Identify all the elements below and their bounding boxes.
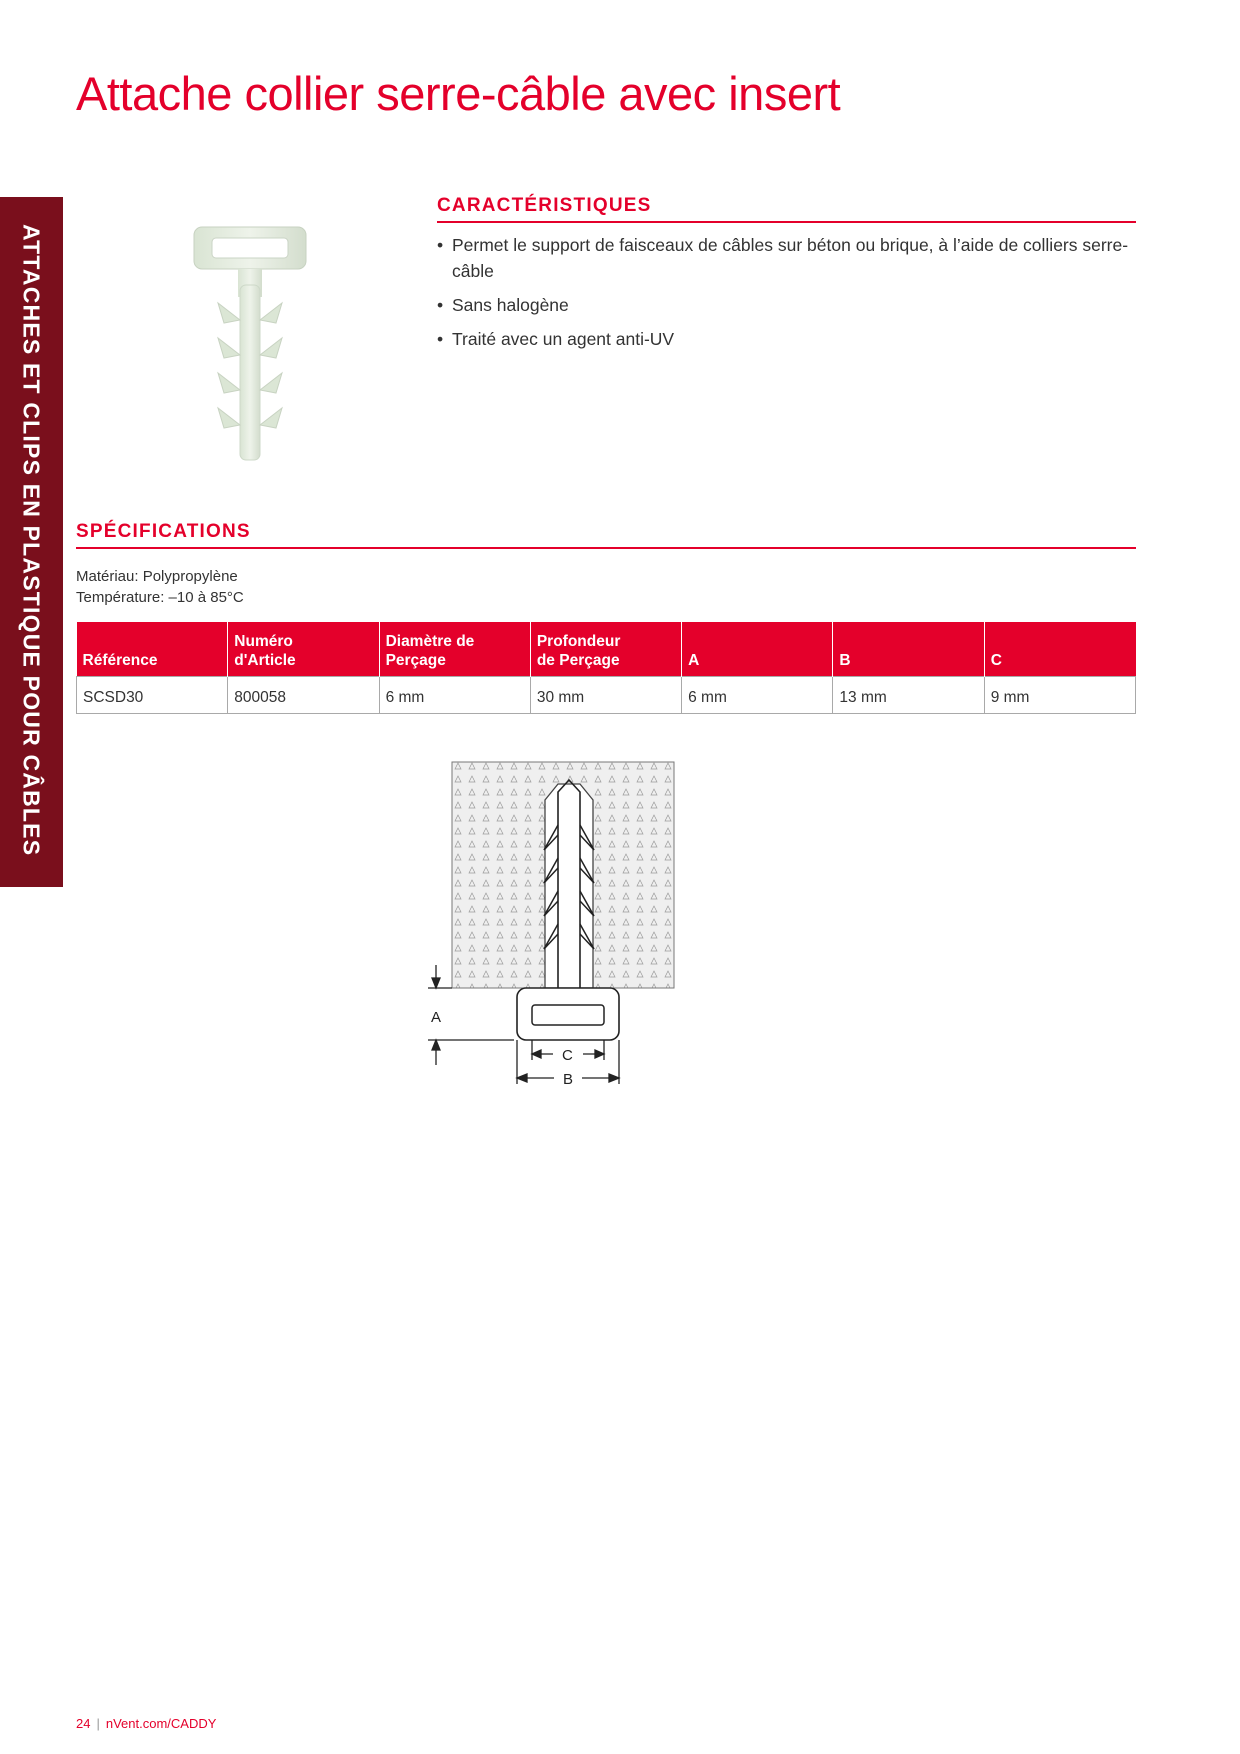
col-header-a: A	[682, 622, 833, 677]
col-header-drill-depth	[530, 622, 681, 677]
page-title: Attache collier serre-câble avec insert	[76, 67, 841, 120]
table-header-row	[77, 622, 1136, 677]
footer-separator: |	[96, 1716, 100, 1731]
dimension-label-b: B	[563, 1071, 574, 1088]
page-footer	[76, 1716, 216, 1731]
material-text: Matériau: Polypropylène	[76, 568, 238, 585]
header-line: Diamètre de	[385, 633, 475, 650]
table-row	[77, 677, 1136, 714]
col-header-reference: Référence	[77, 622, 228, 677]
specifications-rule	[76, 547, 1136, 549]
temperature-text: Température: –10 à 85°C	[76, 589, 244, 606]
specifications-heading: SPÉCIFICATIONS	[76, 521, 251, 542]
specifications-table	[76, 622, 1136, 714]
table-cell: SCSD30	[77, 677, 228, 714]
header-line: Profondeur	[536, 633, 621, 650]
page-number: 24	[76, 1716, 91, 1731]
list-item: • Permet le support de faisceaux de câbles sur béton ou brique, à l’aide de colliers serre-câble	[437, 232, 1137, 284]
col-header-b: B	[833, 622, 984, 677]
table-cell: 9 mm	[984, 677, 1135, 714]
footer-link[interactable]: nVent.com/CADDY	[105, 1716, 217, 1731]
product-photo	[190, 225, 310, 465]
table-cell: 6 mm	[682, 677, 833, 714]
characteristics-heading: CARACTÉRISTIQUES	[437, 195, 652, 216]
header-line: Numéro	[234, 633, 293, 650]
table-cell: 13 mm	[833, 677, 984, 714]
table-cell: 800058	[228, 677, 379, 714]
list-item: • Sans halogène	[437, 292, 1137, 318]
dimension-diagram	[410, 760, 690, 1100]
header-line: de Perçage	[536, 652, 620, 669]
dimension-label-a: A	[431, 1009, 442, 1026]
header-line: Perçage	[385, 652, 446, 669]
header-line: d'Article	[234, 652, 296, 669]
dimension-label-c: C	[562, 1047, 573, 1064]
insert-slot	[532, 1005, 604, 1025]
col-header-drill-diameter	[379, 622, 530, 677]
spec-notes	[76, 566, 244, 608]
table-cell: 6 mm	[379, 677, 530, 714]
table-cell: 30 mm	[530, 677, 681, 714]
characteristics-list	[437, 232, 1137, 360]
section-side-tab-label: ATTACHES ET CLIPS EN PLASTIQUE POUR CÂBLES	[18, 224, 45, 857]
characteristics-rule	[437, 221, 1136, 223]
col-header-c: C	[984, 622, 1135, 677]
list-item: • Traité avec un agent anti-UV	[437, 326, 1137, 352]
col-header-article	[228, 622, 379, 677]
